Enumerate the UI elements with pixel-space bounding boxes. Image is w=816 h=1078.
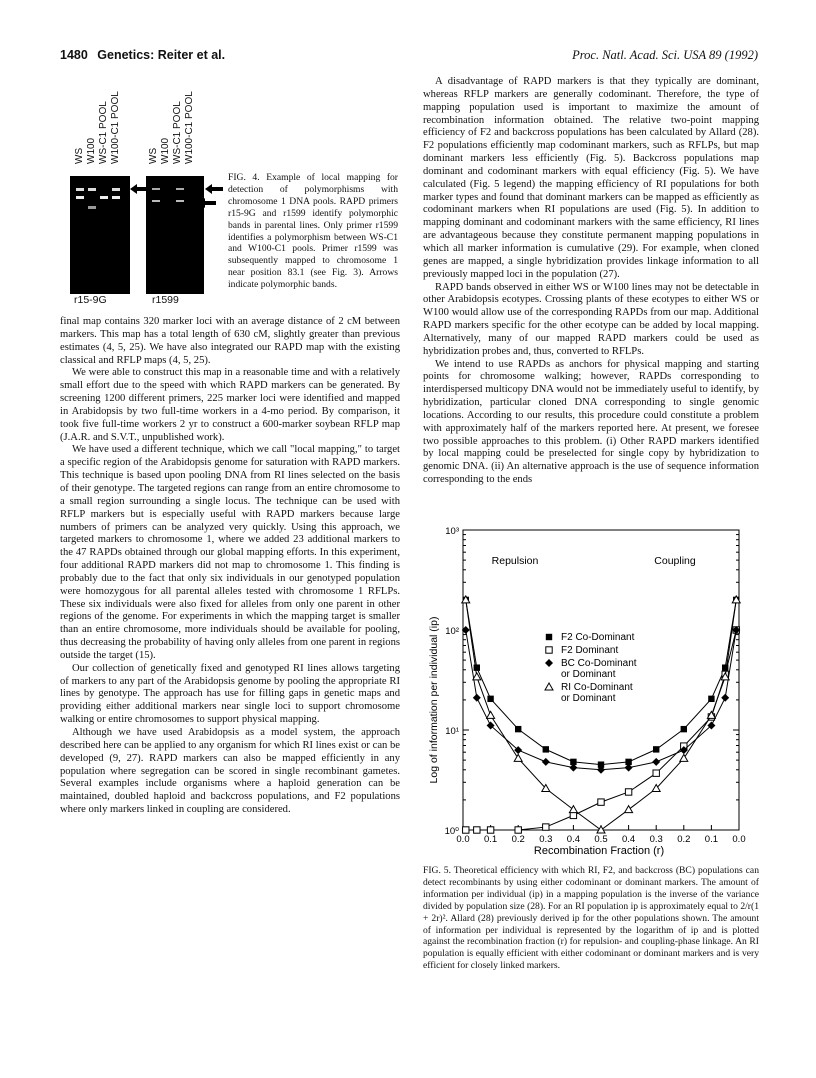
gel2-lane-label: W100 — [160, 137, 171, 164]
x-tick-label: 0.3 — [649, 834, 663, 845]
legend-label: BC Co-Dominant — [561, 658, 637, 669]
y-tick-label: 10² — [445, 626, 459, 637]
arrow-icon — [198, 198, 216, 208]
gel2-lane-label: WS — [148, 147, 159, 164]
plot-frame — [463, 530, 739, 830]
gel-band — [88, 188, 96, 191]
legend-label: F2 Co-Dominant — [561, 632, 635, 643]
gel2-lane-label: W100-C1 POOL — [184, 91, 195, 164]
gel-label-r1599: r1599 — [152, 294, 179, 306]
data-point — [680, 754, 688, 761]
y-axis-label: Log of information per individual (ip) — [428, 616, 440, 784]
data-point — [514, 754, 522, 761]
y-tick-label: 10¹ — [445, 726, 459, 737]
gel-band — [76, 188, 84, 191]
gel1-lane-label: WS-C1 POOL — [98, 101, 109, 164]
right-column-text — [423, 76, 759, 487]
arrow-icon — [205, 184, 223, 194]
data-point — [543, 746, 549, 752]
left-column-text — [60, 316, 400, 817]
data-point — [721, 694, 729, 702]
gel-band — [88, 206, 96, 209]
chart-legend — [545, 632, 637, 704]
data-point — [570, 812, 576, 818]
y-tick-label: 10³ — [445, 526, 459, 537]
legend-label: or Dominant — [561, 693, 616, 704]
y-tick-label: 10⁰ — [444, 826, 459, 837]
gel1-lane-label: WS — [74, 147, 85, 164]
legend-label: or Dominant — [561, 669, 616, 680]
gel-image-r1599 — [146, 176, 204, 294]
gel-band — [152, 200, 160, 202]
gel-image-r15-9G — [70, 176, 130, 294]
gel-band — [176, 200, 184, 202]
legend-label: F2 Dominant — [561, 645, 619, 656]
data-point — [463, 827, 469, 833]
data-point — [653, 770, 659, 776]
journal-reference: Proc. Natl. Acad. Sci. USA 89 (1992) — [572, 48, 758, 62]
data-point — [474, 664, 480, 670]
data-point — [625, 806, 633, 813]
gel-band — [112, 196, 120, 199]
data-point — [598, 799, 604, 805]
data-point — [652, 758, 660, 766]
x-tick-label: 0.0 — [456, 834, 470, 845]
data-point — [515, 827, 521, 833]
paragraph: We were able to construct this map in a reasonable time and with a relatively small effort due to the speed with which RAPD markers can be generated. By screening 1200 different primers, 225 marker loci were identified and mapped in Arabidopsis by two full-time workers in a 4-mo period. By comparison, it took five full-time workers 2 yr to construct a 600-marker soybean RFLP map (J.A.R. and S.V.T., unpublished work). — [60, 367, 400, 443]
figure-5-caption: FIG. 5. Theoretical efficiency with which RI, F2, and backcross (BC) populations can detect recombinants by using either codominant or dominant markers. The amount of information per individual (ip) in a mapping population is the inverse of the variance divided by population size (28). For an RI population ip is approximately equal to 2/r(1 + 2r)². Allard (28) previously derived ip for the other populations shown. The amount of information per individual is represented by the logarithm of ip and is plotted against the recombination fraction (r) for repulsion- and coupling-phase linkage. An RI population is equally efficient with either codominant or dominant markers and is very efficient for closely linked markers. — [423, 865, 759, 972]
gel-band — [100, 196, 108, 199]
data-point — [543, 824, 549, 830]
gel-band — [76, 196, 84, 199]
gel2-lane-label: WS-C1 POOL — [172, 101, 183, 164]
paragraph: final map contains 320 marker loci with an average distance of 2 cM between markers. This map has a total length of 630 cM, slightly greater than previous estimates (4, 5, 25). We have also integrated our RAPD map with the existing classical and RFLP maps (4, 5, 25). — [60, 316, 400, 366]
figure-5-chart — [423, 520, 759, 858]
data-point — [708, 696, 714, 702]
data-point — [515, 726, 521, 732]
data-point — [545, 659, 553, 667]
data-point — [473, 694, 481, 702]
x-tick-label: 0.3 — [539, 834, 553, 845]
gel1-lane-label: W100-C1 POOL — [110, 91, 121, 164]
journal-section: Genetics: Reiter et al. — [97, 48, 226, 62]
figure-5 — [423, 520, 759, 863]
x-tick-label: 0.4 — [566, 834, 581, 845]
data-point — [546, 634, 552, 640]
paragraph: We intend to use RAPDs as anchors for physical mapping and starting points for chromosome walking; however, RAPDs corresponding to interdispersed multicopy DNA would not be immediately useful to identify, by hybridization, particular cloned DNA corresponding to single genomic locations. According to our results, this procedure could constitute a problem with approximately half of the markers reported here. At present, we foresee two possible approaches to this problem. (i) Other RAPD markers identified by local mapping could be preselected for single copy by hybridization to genomic DNA. (ii) An alternative approach is the use of sequence information corresponding to the ends — [423, 358, 759, 486]
gel-band — [112, 188, 120, 191]
x-tick-label: 0.1 — [704, 834, 719, 845]
data-point — [569, 806, 577, 813]
annotation-repulsion: Repulsion — [491, 555, 539, 567]
data-point — [542, 758, 550, 766]
paragraph: Although we have used Arabidopsis as a model system, the approach described here can be applied to any organism for which RI lines exist or can be developed (9, 27). RAPD markers can also be mapped efficiently in any population where segregation can be scored in single recombinant gametes. Several examples include organisms where a haploid generation can be maintained, doubled haploid and backcross populations, and F2 populations where only markers linked in coupling are considered. — [60, 727, 400, 816]
data-point — [625, 789, 631, 795]
data-point — [653, 746, 659, 752]
x-tick-label: 0.4 — [621, 834, 636, 845]
data-point — [487, 696, 493, 702]
x-tick-label: 0.1 — [483, 834, 498, 845]
x-tick-label: 0.0 — [732, 834, 746, 845]
x-axis-label: Recombination Fraction (r) — [533, 845, 665, 857]
gel-label-r15-9G: r15-9G — [74, 294, 107, 306]
x-tick-label: 0.5 — [594, 834, 608, 845]
figure-4 — [60, 72, 228, 308]
x-tick-label: 0.2 — [511, 834, 525, 845]
legend-label: RI Co-Dominant — [561, 682, 633, 693]
running-header-left — [60, 48, 231, 62]
x-tick-label: 0.2 — [677, 834, 691, 845]
paragraph: RAPD bands observed in either WS or W100 lines may not be detectable in other Arabidopsis ecotypes. Crossing plants of these ecotypes to either WS or W100 would allow use of the corresponding RAPDs from our map. Additional RAPD markers specific for the other ecotype can be added by local mapping. Alternatively, many of our mapped RAPD markers could be used as hybridization probes and, thus, converted to RFLPs. — [423, 281, 759, 357]
paragraph: Our collection of genetically fixed and genotyped RI lines allows targeting of markers to any part of the Arabidopsis genome by pooling the appropriate RI lines by genotype. The approach has use for filling gaps in genetic maps and providing either additional markers near single loci to support chromosome walking or entire chromosomes to support physical mapping. — [60, 662, 400, 726]
annotation-coupling: Coupling — [654, 555, 696, 567]
gel-band — [176, 188, 184, 190]
data-point — [487, 827, 493, 833]
data-point — [487, 711, 495, 718]
data-point — [474, 827, 480, 833]
gel-band — [152, 188, 160, 190]
gel1-lane-label: W100 — [86, 137, 97, 164]
paragraph: A disadvantage of RAPD markers is that they typically are dominant, whereas RFLP markers are generally codominant. Therefore, the type of mapping population used is important to maximize the amount of recombination information obtained. The relative two-point mapping efficiency of F2 and backcross populations has been calculated by Allard (28). F2 populations efficiently map codominant markers, such as RFLPs, but map dominant markers less efficiently (Fig. 5). Backcross populations map dominant and codominant markers with equal efficiency (Fig. 5). We have calculated (Fig. 5 legend) the mapping efficiency of RI populations for both marker types and found that dominant markers can be mapped as efficiently as codominant markers when RI populations are used (Fig. 5). In addition to mapping dominant and codominant markers with the same efficiency, RI lines are advantageous because they constitute permanent mapping populations in which all marker information is cumulative (29). For example, when cloned genes are mapped, a single hybridization provides linkage information to all previously mapped loci in the population (27). — [423, 76, 759, 280]
paragraph: We have used a different technique, which we call "local mapping," to target a specific region of the Arabidopsis genome for saturation with RAPD markers. This technique is based upon pooling DNA from RI lines selected on the basis of their genotype. The targeted regions can range from an entire chromosome to a small region surrounding a single locus. The technique can be used with RFLP markers but is especially useful with RAPD markers because large numbers of primers can be analyzed very quickly. Using this approach, we targeted markers to chromosome 1, where we added 23 additional markers to the 47 RAPDs obtained through our global mapping efforts. In this experiment, four additional RAPD markers did not map to chromosome 1. This finding is probably due to the fact that only six individuals in our genotyped population were homozygous for all parental alleles tested with chromosome 1 RFLPs. These six individuals were also fixed for alleles from only one parent in other regions of the genome. For experiments in which the mapping target is smaller than an entire chromosome, more individuals should be available for pooling, thus decreasing the probability of having only alleles from one parent in regions outside the target (15). — [60, 444, 400, 661]
figure-4-caption: FIG. 4. Example of local mapping for detection of polymorphisms with chromosome 1 DNA pools. RAPD primers r15-9G and r1599 identify polymorphic bands in parental lines. Only primer r1599 identifies a polymorphism between WS-C1 and W100-C1 pools. Primer r1599 was subsequently mapped to chromosome 1 near position 83.1 (see Fig. 3). Arrows indicate polymorphic bands. — [228, 172, 398, 291]
data-point — [545, 683, 553, 690]
data-point — [546, 647, 552, 653]
data-point — [681, 726, 687, 732]
page-number: 1480 — [60, 48, 88, 62]
